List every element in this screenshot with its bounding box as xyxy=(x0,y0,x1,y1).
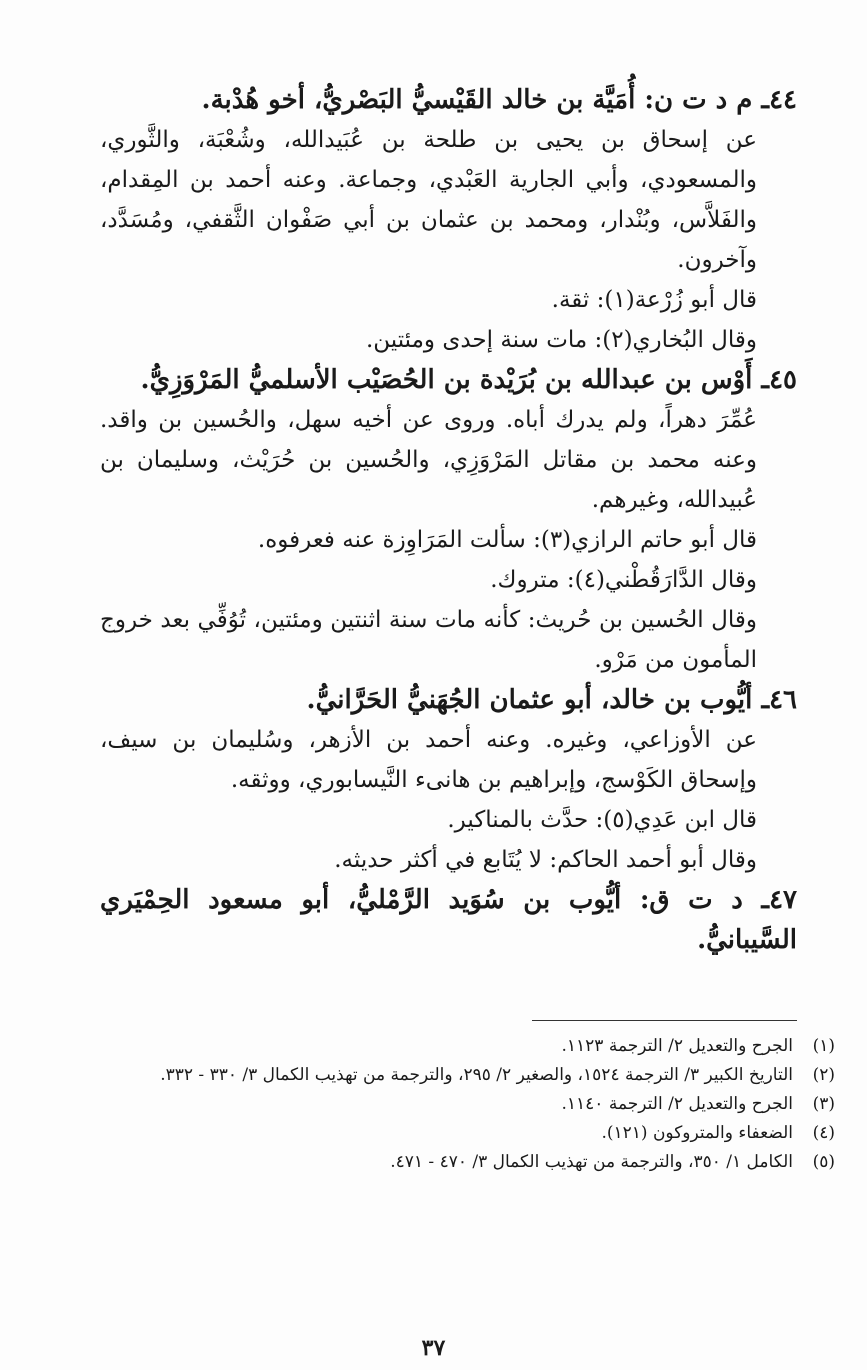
footnote xyxy=(100,1032,835,1061)
footnote-number: (٤) xyxy=(812,1123,835,1143)
footnote xyxy=(100,1148,835,1177)
footnote-number: (٢) xyxy=(812,1065,835,1085)
footnote-text: الجرح والتعديل ٢/ الترجمة ١١٤٠. xyxy=(561,1094,793,1114)
quote-line: وقال أبو أحمد الحاكم: لا يُتَابع في أكثر حديثه. xyxy=(334,847,757,873)
quote-line: قال أبو حاتم الرازي(٣): سألت المَرَاوِزة عنه فعرفوه. xyxy=(257,527,757,553)
footnote xyxy=(100,1119,835,1148)
entry-body-45: عُمِّرَ دهراً، ولم يدرك أباه. وروى عن أخيه سهل، والحُسين بن واقد. وعنه محمد بن مقاتل المَرْوَزِي، والحُسين بن حُرَيْث، وسليمان بن عُبيدالله، وغيرهم. xyxy=(100,407,757,513)
footnote-text: الجرح والتعديل ٢/ الترجمة ١١٢٣. xyxy=(561,1036,793,1056)
footnote-text: الضعفاء والمتروكون (١٢١). xyxy=(601,1123,793,1143)
quote-line: وقال الدَّارَقُطْني(٤): متروك. xyxy=(490,567,757,593)
entry-body-46: عن الأوزاعي، وغيره. وعنه أحمد بن الأزهر، وسُليمان بن سيف، وإسحاق الكَوْسج، وإبراهيم بن هانىء النَّيسابوري، ووثقه. xyxy=(100,727,757,793)
quote-line: وقال البُخاري(٢): مات سنة إحدى ومئتين. xyxy=(365,327,757,353)
quote-line: قال ابن عَدِي(٥): حدَّث بالمناكير. xyxy=(447,807,757,833)
entry-title-44: ٤٤ـ م د ت ن: أُمَيَّة بن خالد القَيْسيُّ البَصْريُّ، أخو هُدْبة. xyxy=(201,85,797,115)
entry-body-44: عن إسحاق بن يحيى بن طلحة بن عُبَيدالله، وشُعْبَة، والثَّوري، والمسعودي، وأبي الجارية العَبْدي، وجماعة. وعنه أحمد بن المِقدام، والفَلاَّس، وبُنْدار، ومحمد بن عثمان بن أبي صَفْوان الثَّقفي، ومُسَدَّد، وآخرون. xyxy=(100,127,757,273)
footnotes xyxy=(100,1032,835,1177)
page-number: ٣٧ xyxy=(421,1335,446,1361)
entry-title-47: ٤٧ـ د ت ق: أيُّوب بن سُوَيد الرَّمْليُّ، أبو مسعود الحِمْيَري السَّيبانيُّ. xyxy=(100,885,797,955)
footnote-divider xyxy=(532,1020,797,1021)
footnote-text: الكامل ١/ ٣٥٠، والترجمة من تهذيب الكمال ٣/ ٤٧٠ - ٤٧١. xyxy=(390,1152,793,1172)
entry-title-46: ٤٦ـ أيُّوب بن خالد، أبو عثمان الجُهَنيُّ الحَرَّانيُّ. xyxy=(306,685,797,715)
footnote xyxy=(100,1090,835,1119)
entry-title-45: ٤٥ـ أَوْس بن عبدالله بن بُرَيْدة بن الحُصَيْب الأسلميُّ المَرْوَزِيُّ. xyxy=(140,365,797,395)
footnote xyxy=(100,1061,835,1090)
footnote-text: التاريخ الكبير ٣/ الترجمة ١٥٢٤، والصغير ٢/ ٢٩٥، والترجمة من تهذيب الكمال ٣/ ٣٣٠ - ٣٣٢. xyxy=(160,1065,793,1085)
main-text xyxy=(100,80,797,960)
footnote-number: (٥) xyxy=(812,1152,835,1172)
entry-body-45-after: وقال الحُسين بن حُريث: كأنه مات سنة اثنتين ومئتين، تُوُفِّي بعد خروج المأمون من مَرْو. xyxy=(100,607,757,673)
footnote-number: (١) xyxy=(812,1036,835,1056)
quote-line: قال أبو زُرْعة(١): ثقة. xyxy=(551,287,757,313)
footnote-number: (٣) xyxy=(812,1094,835,1114)
